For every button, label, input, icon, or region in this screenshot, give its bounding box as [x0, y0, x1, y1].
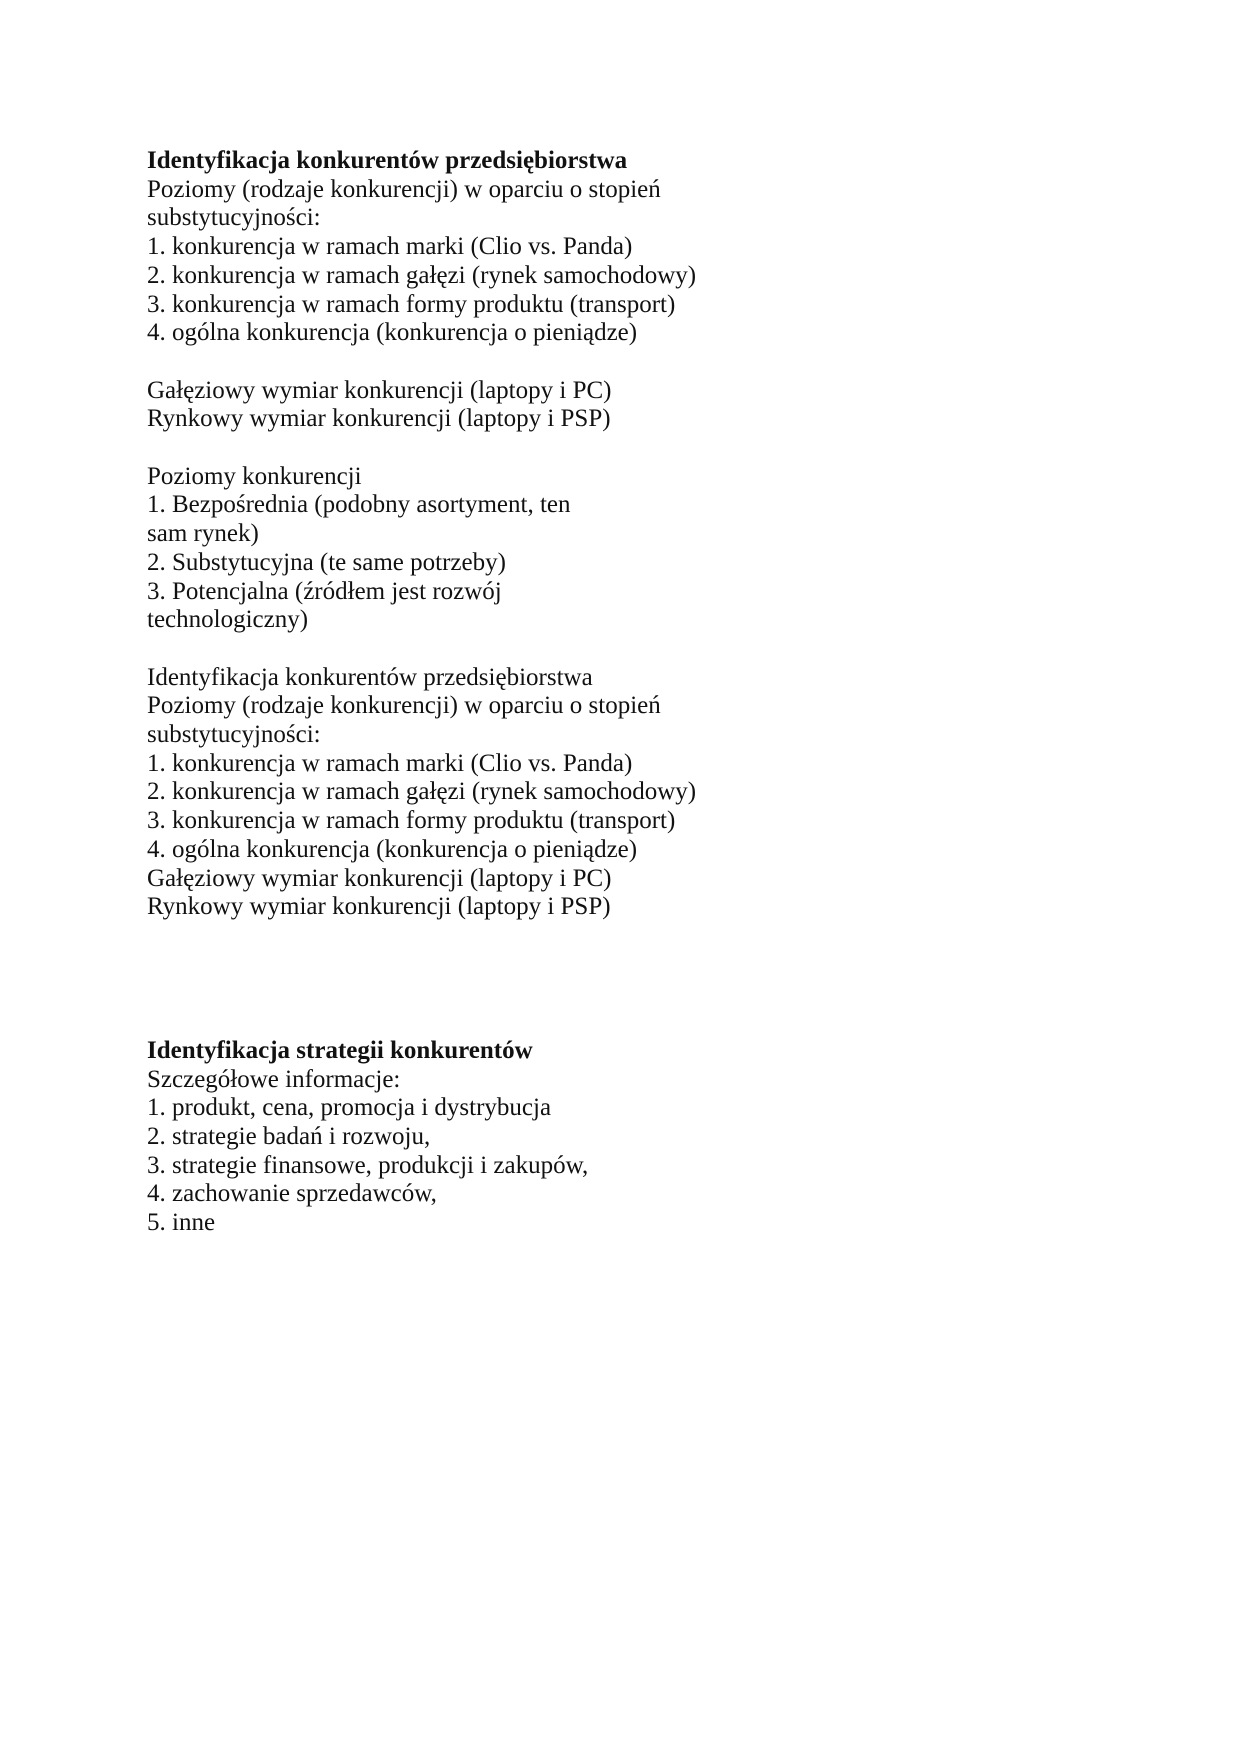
section4-list-item: 1. produkt, cena, promocja i dystrybucja: [147, 1094, 552, 1122]
section2-heading: Poziomy konkurencji: [147, 462, 362, 490]
section3-dimension-branch: Gałęziowy wymiar konkurencji (laptopy i PC): [147, 864, 612, 892]
blank-line: [147, 635, 1047, 664]
section1-dimension-market: Rynkowy wymiar konkurencji (laptopy i PSP): [147, 405, 611, 433]
section1-list-item: 2. konkurencja w ramach gałęzi (rynek samochodowy): [147, 261, 697, 289]
section4-intro: Szczegółowe informacje:: [147, 1065, 401, 1093]
section2-item-3b: technologiczny): [147, 606, 309, 634]
blank-line: [147, 348, 1047, 377]
section3-intro-line-2: substytucyjności:: [147, 721, 321, 749]
section3-list-item: 1. konkurencja w ramach marki (Clio vs. Panda): [147, 749, 633, 777]
section3-list-item: 4. ogólna konkurencja (konkurencja o pieniądze): [147, 835, 638, 863]
section2-item-1b: sam rynek): [147, 520, 259, 548]
section1-dimension-branch: Gałęziowy wymiar konkurencji (laptopy i PC): [147, 376, 612, 404]
section4-list-item: 5. inne: [147, 1209, 216, 1237]
section3-intro-line-1: Poziomy (rodzaje konkurencji) w oparciu o stopień: [147, 692, 661, 720]
section2-item-3a: 3. Potencjalna (źródłem jest rozwój: [147, 577, 502, 605]
section4-list-item: 4. zachowanie sprzedawców,: [147, 1180, 437, 1208]
vertical-spacer: [147, 922, 1047, 1037]
section1-list-item: 3. konkurencja w ramach formy produktu (transport): [147, 290, 676, 318]
section2-item-2: 2. Substytucyjna (te same potrzeby): [147, 548, 506, 576]
blank-line: [147, 434, 1047, 463]
section3-dimension-market: Rynkowy wymiar konkurencji (laptopy i PSP): [147, 893, 611, 921]
section1-heading: Identyfikacja konkurentów przedsiębiorstwa: [147, 147, 628, 174]
section4-heading: Identyfikacja strategii konkurentów: [147, 1036, 533, 1064]
section1-list-item: 4. ogólna konkurencja (konkurencja o pieniądze): [147, 319, 638, 347]
section2-item-1a: 1. Bezpośrednia (podobny asortyment, ten: [147, 491, 571, 519]
section4-list-item: 2. strategie badań i rozwoju,: [147, 1123, 431, 1151]
document-body: [147, 147, 1047, 1238]
section4-list-item: 3. strategie finansowe, produkcji i zakupów,: [147, 1151, 589, 1179]
section1-intro-line-1: Poziomy (rodzaje konkurencji) w oparciu o stopień: [147, 175, 661, 203]
section3-heading: Identyfikacja konkurentów przedsiębiorstwa: [147, 663, 593, 691]
section1-intro-line-2: substytucyjności:: [147, 204, 321, 232]
section3-list-item: 2. konkurencja w ramach gałęzi (rynek samochodowy): [147, 778, 697, 806]
section1-list-item: 1. konkurencja w ramach marki (Clio vs. Panda): [147, 233, 633, 261]
section3-list-item: 3. konkurencja w ramach formy produktu (transport): [147, 807, 676, 835]
